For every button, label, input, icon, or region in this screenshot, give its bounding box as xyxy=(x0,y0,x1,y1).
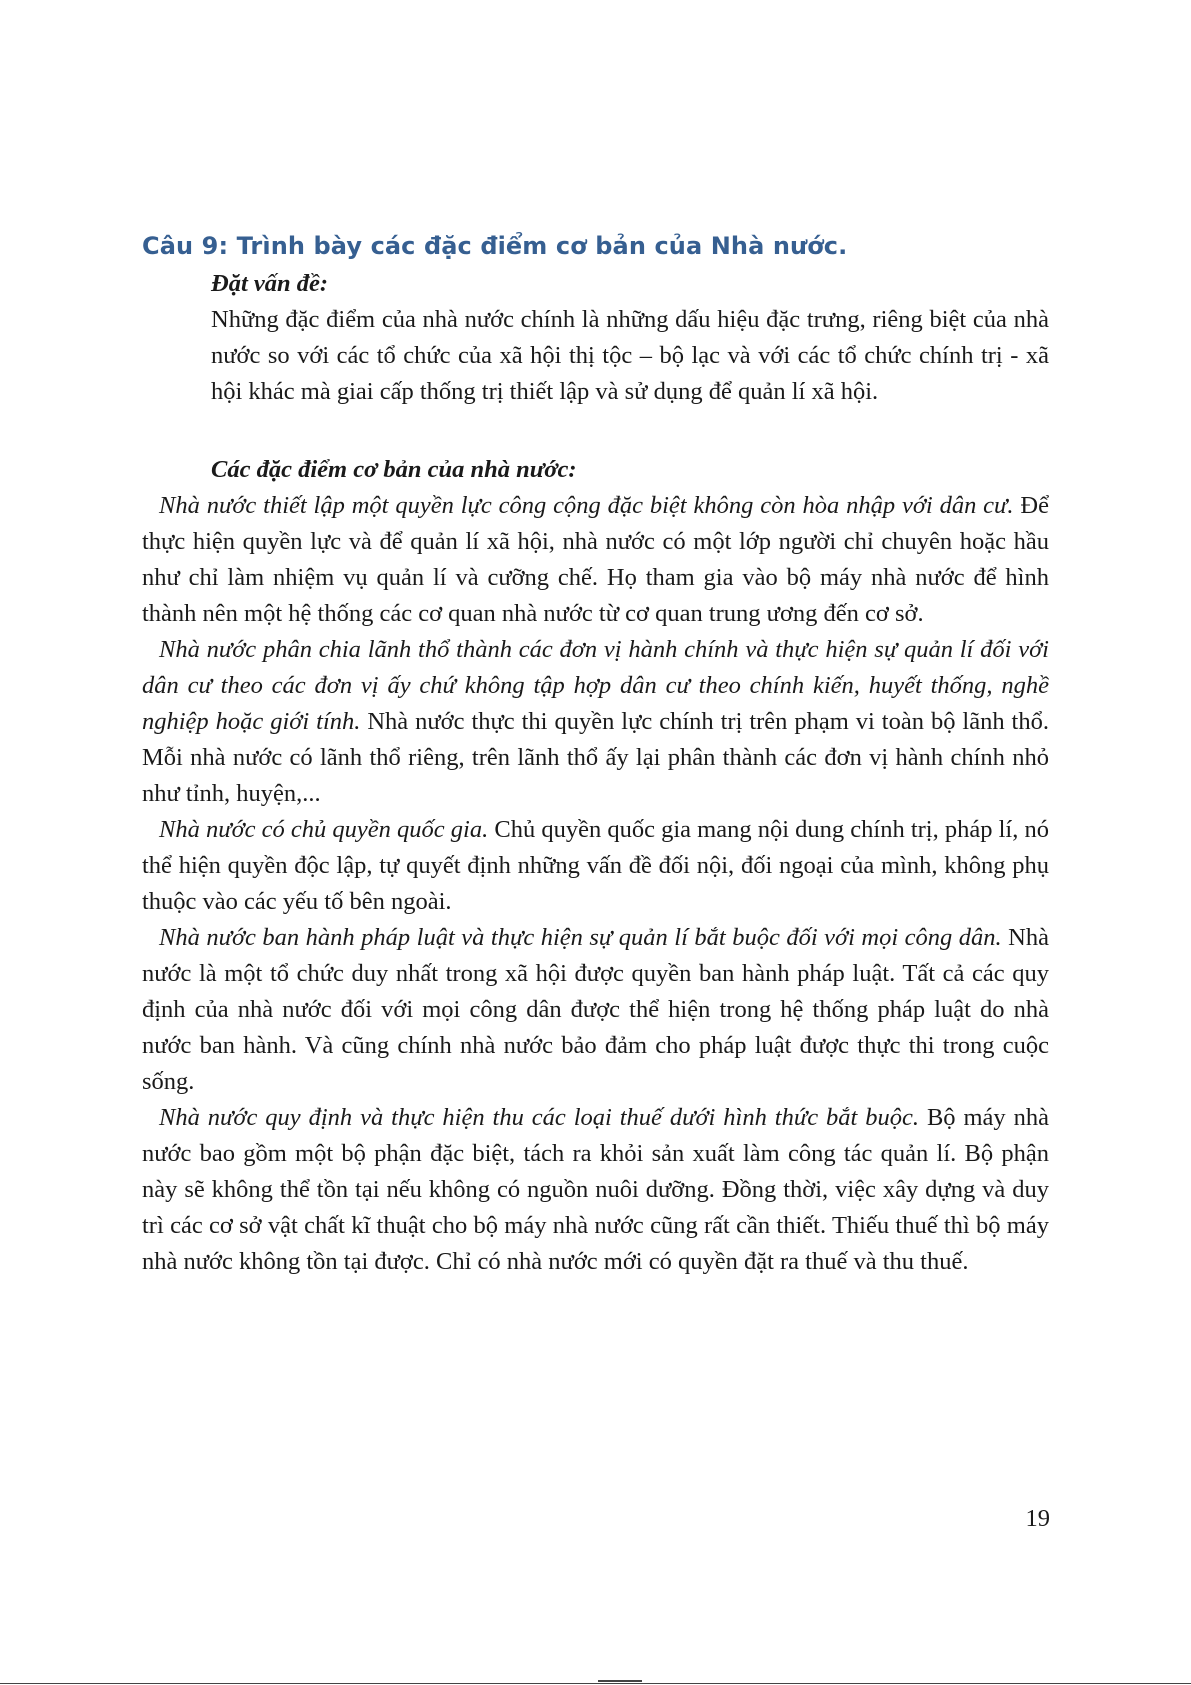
bottom-divider xyxy=(0,1683,1191,1684)
feature-body: Nhà nước là một tổ chức duy nhất trong xã hội được quyền ban hành pháp luật. Tất cả các quy định của nhà nước đối với mọi công dân được thể hiện trong hệ thống pháp luật do nhà nước ban hành. Và cũng chính nhà nước bảo đảm cho pháp luật được thực thi trong cuộc sống. xyxy=(142,924,1049,1095)
feature-paragraph-4 xyxy=(142,920,1049,1100)
question-heading: Câu 9: Trình bày các đặc điểm cơ bản của Nhà nước. xyxy=(142,232,848,260)
feature-paragraph-2 xyxy=(142,632,1049,812)
feature-body: Bộ máy nhà nước bao gồm một bộ phận đặc biệt, tách ra khỏi sản xuất làm công tác quản lí. Bộ phận này sẽ không thể tồn tại nếu không có nguồn nuôi dưỡng. Đồng thời, việc xây dựng và duy trì các cơ sở vật chất kĩ thuật cho bộ máy nhà nước cũng rất cần thiết. Thiếu thuế thì bộ máy nhà nước không tồn tại được. Chỉ có nhà nước mới có quyền đặt ra thuế và thu thuế. xyxy=(142,1104,1049,1275)
feature-paragraph-5 xyxy=(142,1100,1049,1280)
feature-lead: Nhà nước có chủ quyền quốc gia. xyxy=(159,816,489,843)
feature-body: Nhà nước thực thi quyền lực chính trị trên phạm vi toàn bộ lãnh thổ. Mỗi nhà nước có lãnh thổ riêng, trên lãnh thổ ấy lại phân thành các đơn vị hành chính nhỏ như tỉnh, huyện,... xyxy=(142,708,1049,807)
feature-lead: Nhà nước thiết lập một quyền lực công cộng đặc biệt không còn hòa nhập với dân cư. xyxy=(159,492,1014,519)
feature-lead: Nhà nước ban hành pháp luật và thực hiện sự quản lí bắt buộc đối với mọi công dân. xyxy=(159,924,1002,951)
page-number: 19 xyxy=(1025,1505,1050,1532)
features-label: Các đặc điểm cơ bản của nhà nước: xyxy=(211,456,577,483)
feature-paragraph-3 xyxy=(142,812,1049,920)
features-list xyxy=(142,488,1049,1280)
intro-paragraph: Những đặc điểm của nhà nước chính là những dấu hiệu đặc trưng, riêng biệt của nhà nước so với các tổ chức của xã hội thị tộc – bộ lạc và với các tổ chức chính trị - xã hội khác mà giai cấp thống trị thiết lập và sử dụng để quản lí xã hội. xyxy=(211,306,1049,405)
feature-lead: Nhà nước phân chia lãnh thổ thành các đơn vị hành chính và thực hiện sự quản lí đối với dân cư theo các đơn vị ấy chứ không tập hợp dân cư theo chính kiến, huyết thống, nghề nghiệp hoặc giới tính. xyxy=(142,636,1049,735)
feature-body: Chủ quyền quốc gia mang nội dung chính trị, pháp lí, nó thể hiện quyền độc lập, tự quyết định những vấn đề đối nội, đối ngoại của mình, không phụ thuộc vào các yếu tố bên ngoài. xyxy=(142,816,1049,915)
bottom-divider-mark xyxy=(598,1680,642,1682)
feature-paragraph-1 xyxy=(142,488,1049,632)
feature-lead: Nhà nước quy định và thực hiện thu các loại thuế dưới hình thức bắt buộc. xyxy=(159,1104,920,1131)
feature-body: Để thực hiện quyền lực và để quản lí xã hội, nhà nước có một lớp người chỉ chuyên hoặc hầu như chỉ làm nhiệm vụ quản lí và cưỡng chế. Họ tham gia vào bộ máy nhà nước để hình thành nên một hệ thống các cơ quan nhà nước từ cơ quan trung ương đến cơ sở. xyxy=(142,492,1049,627)
intro-label: Đặt vấn đề: xyxy=(211,270,329,297)
